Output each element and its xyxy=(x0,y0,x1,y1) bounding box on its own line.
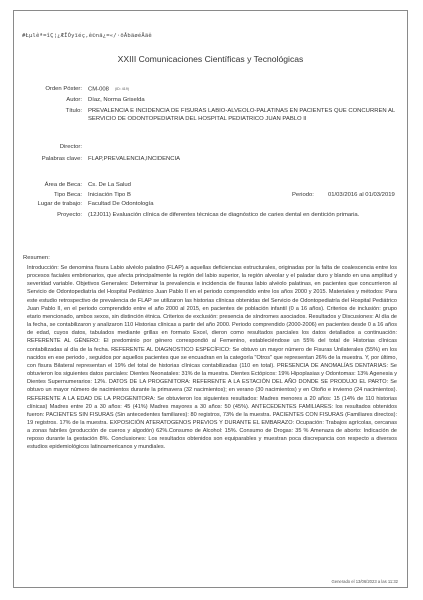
area-value: Cs. De La Salud xyxy=(88,182,131,188)
director-label: Director: xyxy=(59,144,82,150)
periodo-value: 01/03/2016 al 01/03/2019 xyxy=(327,192,395,198)
titulo-value: PREVALENCIA E INCIDENCIA DE FISURAS LABIO-ALVEOLO-PALATINAS EN PACIENTES QUE CONCURREN AL SERVICIO DE ODONTOPEDIATRIA DEL HOSPITAL PEDIATRICO JUAN PABLO II xyxy=(88,108,395,122)
lugar-label: Lugar de trabajo: xyxy=(37,201,82,207)
page-title: XXIII Comunicaciones Científicas y Tecnológicas xyxy=(117,54,304,64)
proyecto-label: Proyecto: xyxy=(57,212,82,218)
orden-label: Orden Póster: xyxy=(45,86,82,92)
autor-label: Autor: xyxy=(66,97,82,103)
orden-value: CM-008 xyxy=(88,86,109,93)
tipo-value: Iniciación Tipo B xyxy=(88,192,131,198)
palabras-value: FLAP,PREVALENCIA,INCIDENCIA xyxy=(88,156,181,162)
resumen-label: Resumen: xyxy=(23,255,50,261)
palabras-label: Palabras clave: xyxy=(41,156,82,162)
tipo-label: Tipo Beca: xyxy=(54,192,82,198)
area-label: Área de Beca: xyxy=(44,182,82,188)
periodo-label: Periodo: xyxy=(292,192,314,198)
periodo xyxy=(292,191,395,199)
document-page xyxy=(13,10,408,588)
resumen-text: Introducción: Se denomina fisura Labio alvéolo palatino (FLAP) a aquellas deficiencias estructurales, originadas por la falta de coalescencia entre los procesos faciales embrionarios, que afecta principalmente la región del labio superior, la región alveolar y el paladar duro y blando en una amplitud y severidad variable. Objetivos Generales: Determinar la prevalencia e incidencia de fisuras labio alvéolo palatinas, en pacientes que concurrieron al Servicio de Odontopediatría del Hospital Pediátrico Juan Pablo II en el periodo comprendido entre los años 2000 y 2015. Materiales y métodos: Para este estudio retrospectivo de prevalencia de FLAP se utilizaron las historias clínicas obtenidas del Servicio de Odontopediatría del Hospital Pediátrico Juan Pablo II, en el periodo comprendido entre el año 2000 al 2015, en pacientes de población infantil (0 a 16 años). Criterios de inclusión: grupo etario mencionado, ambos sexos, sin distinción étnica. Criterios de exclusión: presencia de síndromes asociados. Resultados y Discusiones: Al día de la fecha, se contabilizaron y analizaron 110 Historias clínicas a partir del año 2000. Periodo comprendido (2000-2006) en pacientes desde 0 a 16 años de edad, cuyos datos, tabulados mediante grillas en formato Excel, dieron como resultados parciales los datos detallados a continuación: REFERENTE AL GÉNERO: El predominio por género correspondió al Femenino, estableciéndose un 55% del total de Historias clínicas contabilizadas al día de la fecha. REFERENTE AL DIAGNOSTICO ESPECÍFICO: Se obtuvo un mayor número de Fisuras Unilaterales (55%) en los nacidos en ese periodo , seguidos por aquellos pacientes que se encuadran en la categoría "Otros" que representan 26% de la muestra. Y, por último, con fisura Bilateral representan el 19% del total de historias clínicas contabilizadas (110 en total). PRESENCIA DE ANOMALÍAS DENTARIAS: Se obtuvieron los siguientes datos parciales: Dientes Neonatales: 31% de la muestra. Dientes Ectópicos: 19% Hipoplasias y Odontomas: 13% Agenesia y Dientes Supernumerarios: 12%. DATOS DE LA PROGENITORA: REFERENTE A LA ESTACIÓN DEL AÑO DONDE SE PRODUJO EL PARTO: Se obtuvo un mayor número de nacimientos durante la primavera (32 nacimientos); en verano (30 nacimientos) y en Otoño e invierno (24 nacimientos). REFERENTE A LA EDAD DE LA PROGENITORA: Se obtuvieron los siguientes resultados: Madres menores a 20 años: 15 (14% de 110 historias clínicas) Madres entre 20 a 30 años: 45 (41%) Madres mayores a 30 años: 50 (45%). ANTECEDENTES FAMILIARES: los resultados obtenidos fueron: PACIENTES SIN FISURAS (Sin antecedentes familiares): 80 registros, 73% de la muestra. PACIENTES CON FISURAS (Familiares directos): 19 registros. 17% de la muestra. EXPOSICIÓN ATERATOGENOS PREVIOS Y DURANTE EL EMBARAZO: Ocupación: Trabajos agrícolas, cercanas a zonas fabriles (producción de cueros y algodón) 62%.Consumo de Alcohol: 15%. Consumo de Drogas: 35 % Amenaza de aborto: Indicación de reposo durante la gestación 8%. Conclusiones: Los resultados obtenidos son equiparables y muestran poca discrepancia con respecto a diversos estudios epidemiológicos latinoamericanos y mundiales. xyxy=(27,265,398,451)
orden-id: (ID: 419) xyxy=(114,87,129,91)
generated-timestamp: Generado el 13/06/2023 a las 11:32 xyxy=(331,579,398,584)
barcode-text: #Łµlêª=îÇ¦¿ÆÎÓyïéç,ê©nä¿=«/·öÂbäøéÄäê xyxy=(22,33,152,39)
lugar-value: Facultad De Odontología xyxy=(88,201,154,207)
titulo-label: Título: xyxy=(65,108,82,114)
proyecto-value: (12J011) Evaluación clínica de diferentes técnicas de diagnóstico de caries dental en dentición primaria. xyxy=(88,212,360,218)
autor-value: Díaz, Norma Griselda xyxy=(88,97,145,103)
